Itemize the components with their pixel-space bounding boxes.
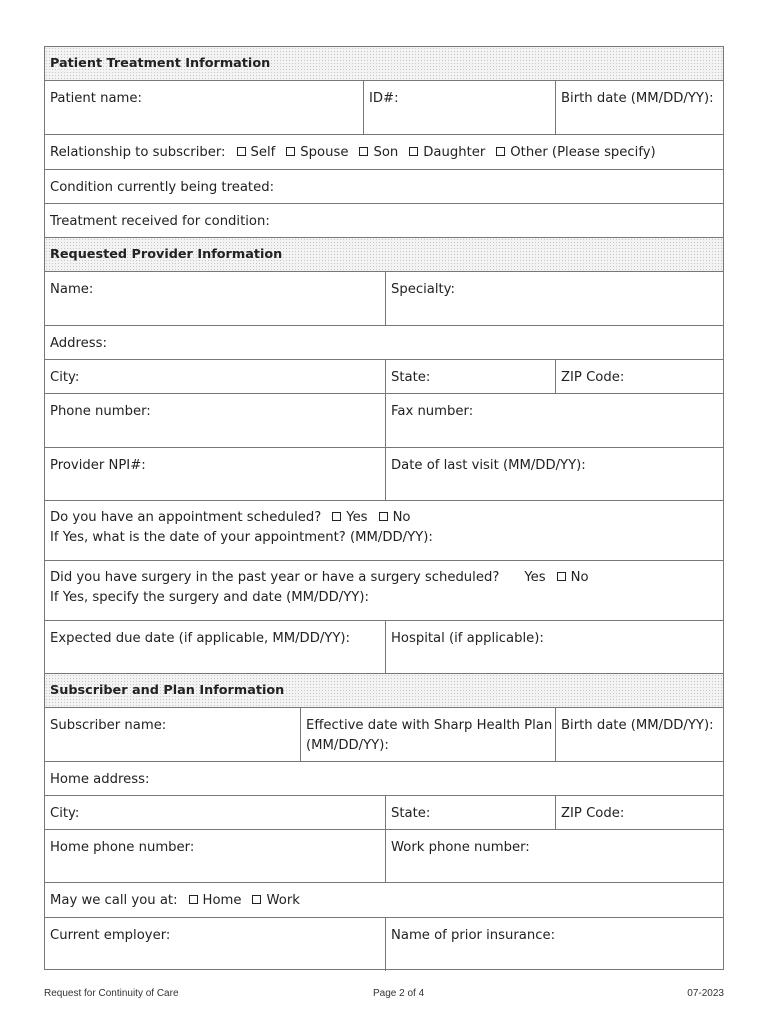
provider-zip-field[interactable]: ZIP Code:	[555, 360, 723, 393]
section-header-provider	[45, 238, 723, 272]
subscriber-phone-row	[45, 830, 723, 883]
subscriber-city-field[interactable]: City:	[50, 806, 80, 821]
call-work-label: Work	[266, 893, 300, 908]
provider-phone-field[interactable]: Phone number:	[50, 404, 151, 419]
surgery-question: Did you have surgery in the past year or have a surgery scheduled?	[50, 570, 500, 585]
effective-date-line-2: (MM/DD/YY):	[306, 738, 389, 753]
relationship-field	[45, 135, 723, 169]
effective-date-field[interactable]	[300, 708, 555, 761]
provider-city-field[interactable]: City:	[50, 370, 80, 385]
relationship-row	[45, 135, 723, 170]
employer-field[interactable]: Current employer:	[50, 928, 171, 943]
relationship-label: Relationship to subscriber:	[50, 145, 226, 160]
call-preference-row	[45, 883, 723, 918]
appointment-no-label: No	[392, 510, 411, 525]
footer-page-number: Page 2 of 4	[373, 988, 425, 999]
treatment-row	[45, 204, 723, 238]
option-self-label: Self	[250, 145, 276, 160]
provider-state-field[interactable]: State:	[385, 360, 555, 393]
home-phone-field[interactable]: Home phone number:	[50, 840, 195, 855]
due-date-row	[45, 621, 723, 674]
work-phone-field[interactable]: Work phone number:	[385, 830, 723, 882]
appointment-question-line	[50, 508, 718, 528]
appointment-followup[interactable]: If Yes, what is the date of your appointment? (MM/DD/YY):	[50, 530, 433, 545]
employer-row	[45, 918, 723, 971]
checkbox-daughter[interactable]	[409, 147, 418, 156]
option-daughter-label: Daughter	[423, 145, 486, 160]
provider-specialty-field[interactable]: Specialty:	[385, 272, 723, 325]
provider-name-field[interactable]: Name:	[50, 282, 94, 297]
surgery-followup[interactable]: If Yes, specify the surgery and date (MM/DD/YY):	[50, 590, 369, 605]
footer-form-title: Request for Continuity of Care	[44, 988, 179, 999]
hospital-field[interactable]: Hospital (if applicable):	[385, 621, 723, 673]
provider-fax-field[interactable]: Fax number:	[385, 394, 723, 447]
call-preference-label: May we call you at:	[50, 893, 178, 908]
provider-phone-row	[45, 394, 723, 448]
continuity-of-care-form	[44, 46, 724, 970]
option-spouse-label: Spouse	[300, 145, 349, 160]
patient-id-field[interactable]: ID#:	[363, 81, 555, 134]
checkbox-son[interactable]	[359, 147, 368, 156]
effective-date-line-1: Effective date with Sharp Health Plan	[306, 718, 553, 733]
subscriber-state-field[interactable]: State:	[385, 796, 555, 829]
section-title: Subscriber and Plan Information	[50, 683, 285, 698]
subscriber-zip-field[interactable]: ZIP Code:	[555, 796, 723, 829]
surgery-field	[45, 561, 723, 620]
checkbox-spouse[interactable]	[286, 147, 295, 156]
treatment-field[interactable]: Treatment received for condition:	[50, 214, 270, 229]
patient-name-row	[45, 81, 723, 135]
provider-address-row	[45, 326, 723, 360]
provider-address-field[interactable]: Address:	[50, 336, 107, 351]
surgery-yes-label[interactable]: Yes	[524, 570, 546, 585]
condition-field[interactable]: Condition currently being treated:	[50, 180, 275, 195]
surgery-no-label: No	[570, 570, 589, 585]
page-footer	[44, 988, 724, 1002]
surgery-row	[45, 561, 723, 621]
section-header-subscriber	[45, 674, 723, 708]
home-address-row	[45, 762, 723, 796]
patient-name-field[interactable]: Patient name:	[50, 91, 142, 106]
checkbox-appointment-no[interactable]	[379, 512, 388, 521]
last-visit-field[interactable]: Date of last visit (MM/DD/YY):	[385, 448, 723, 500]
patient-birth-date-field[interactable]: Birth date (MM/DD/YY):	[555, 81, 723, 134]
appointment-field	[45, 501, 723, 560]
footer-revision-date: 07-2023	[687, 988, 724, 999]
checkbox-call-work[interactable]	[252, 895, 261, 904]
call-preference-field	[45, 883, 723, 917]
subscriber-name-field[interactable]: Subscriber name:	[50, 718, 167, 733]
provider-npi-field[interactable]: Provider NPI#:	[50, 458, 146, 473]
checkbox-appointment-yes[interactable]	[332, 512, 341, 521]
checkbox-other[interactable]	[496, 147, 505, 156]
provider-city-row	[45, 360, 723, 394]
due-date-field[interactable]: Expected due date (if applicable, MM/DD/YY):	[50, 631, 350, 646]
surgery-question-line	[50, 568, 718, 588]
subscriber-name-row	[45, 708, 723, 762]
provider-name-row	[45, 272, 723, 326]
prior-insurance-field[interactable]: Name of prior insurance:	[385, 918, 723, 971]
checkbox-self[interactable]	[237, 147, 246, 156]
home-address-field[interactable]: Home address:	[50, 772, 150, 787]
appointment-yes-label: Yes	[346, 510, 368, 525]
condition-row	[45, 170, 723, 204]
checkbox-call-home[interactable]	[189, 895, 198, 904]
section-title: Requested Provider Information	[50, 247, 283, 262]
checkbox-surgery-no[interactable]	[557, 572, 566, 581]
provider-npi-row	[45, 448, 723, 501]
subscriber-city-row	[45, 796, 723, 830]
option-son-label: Son	[373, 145, 399, 160]
appointment-row	[45, 501, 723, 561]
appointment-question: Do you have an appointment scheduled?	[50, 510, 322, 525]
option-other-label: Other (Please specify)	[510, 145, 656, 160]
section-header-patient	[45, 47, 723, 81]
subscriber-birth-date-field[interactable]: Birth date (MM/DD/YY):	[555, 708, 723, 761]
section-title: Patient Treatment Information	[50, 56, 271, 71]
call-home-label: Home	[202, 893, 242, 908]
